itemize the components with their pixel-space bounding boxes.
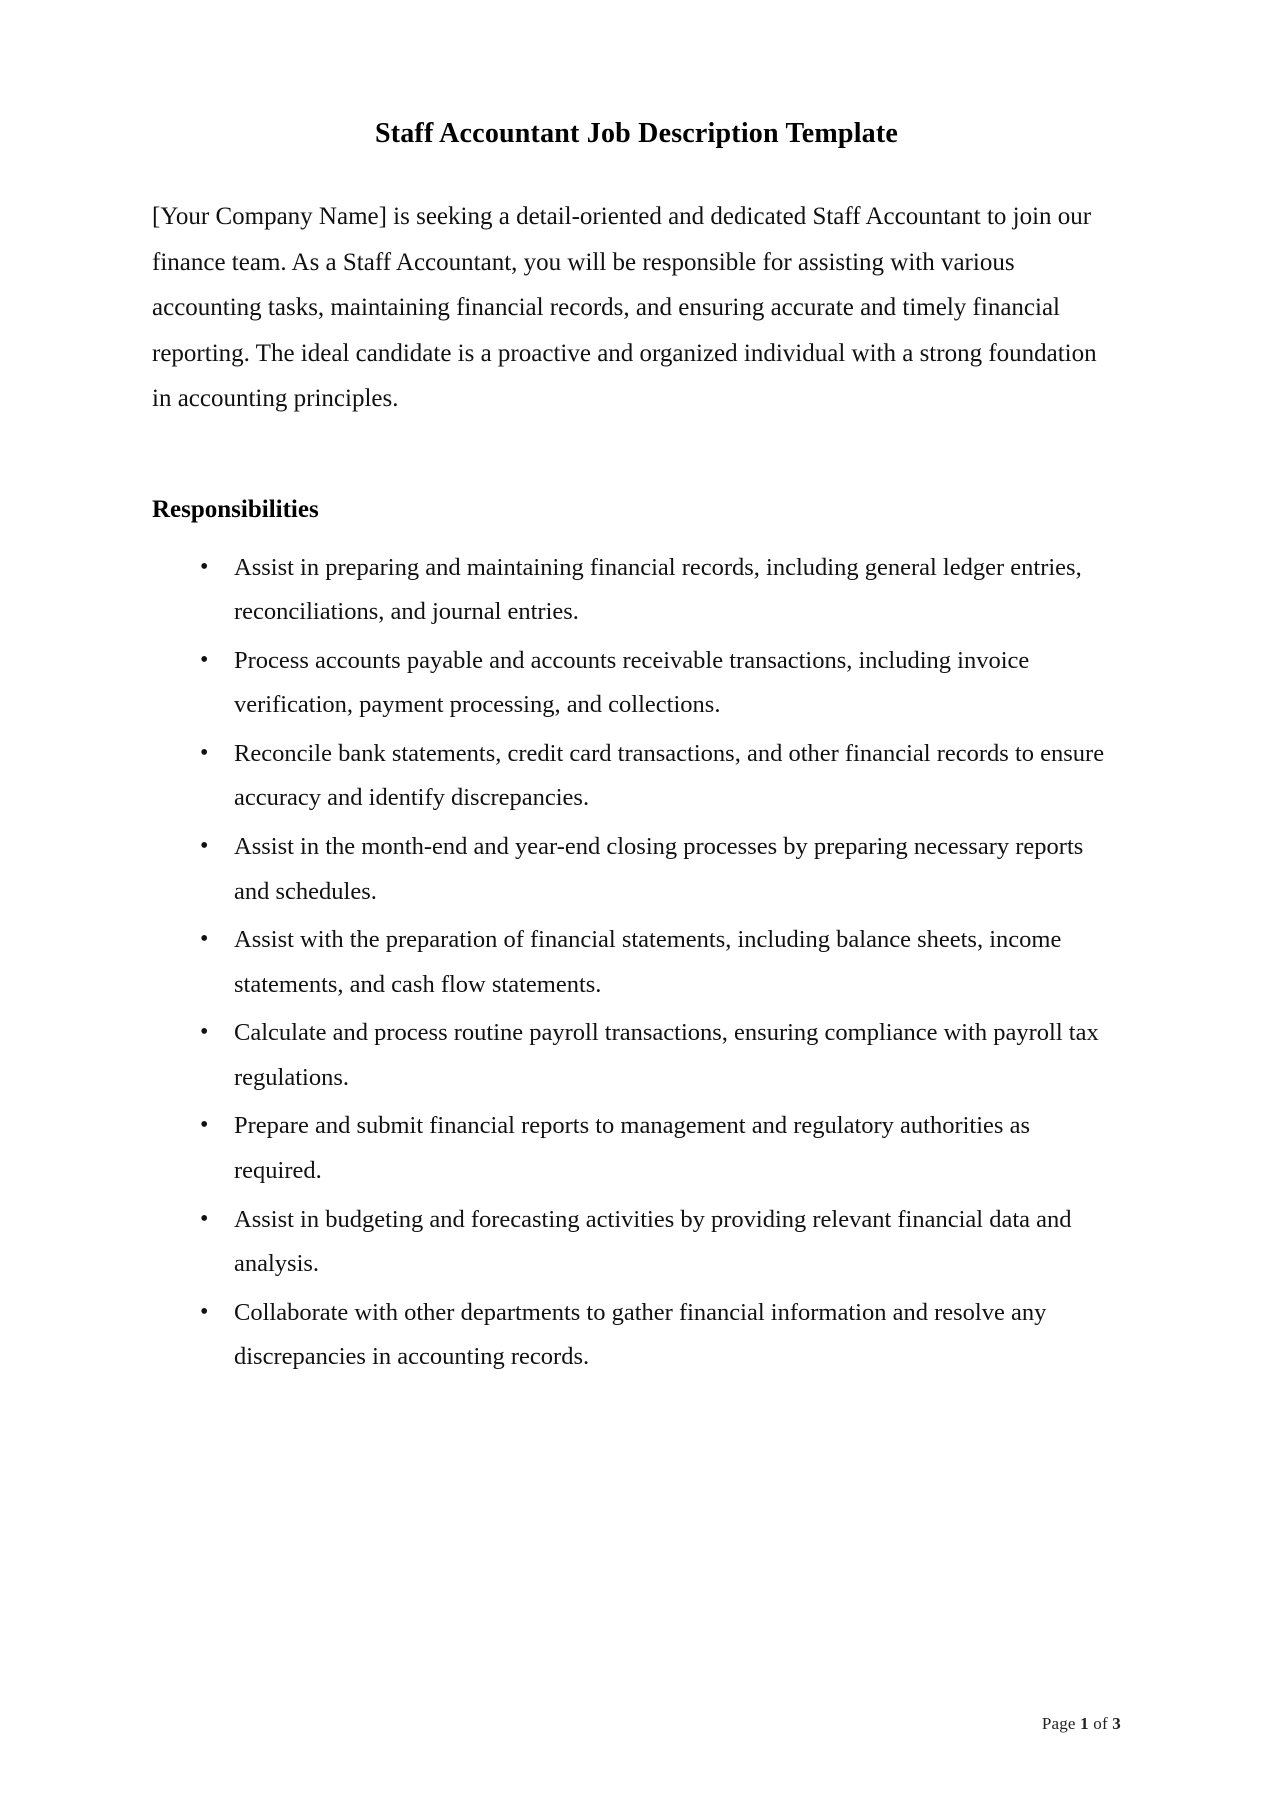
page-footer-current: 1 — [1080, 1714, 1089, 1733]
list-item: • Calculate and process routine payroll transactions, ensuring compliance with payroll tax regulations. — [192, 1011, 1121, 1100]
responsibilities-list — [152, 546, 1121, 1380]
list-item: • Prepare and submit financial reports to management and regulatory authorities as required. — [192, 1104, 1121, 1193]
page-title: Staff Accountant Job Description Template — [374, 118, 899, 149]
list-item: • Reconcile bank statements, credit card transactions, and other financial records to ensure accuracy and identify discrepancies. — [192, 732, 1121, 821]
page-footer-separator: of — [1093, 1714, 1108, 1733]
page-footer-total: 3 — [1112, 1714, 1121, 1733]
list-item: • Process accounts payable and accounts receivable transactions, including invoice verification, payment processing, and collections. — [192, 639, 1121, 728]
list-item: • Assist with the preparation of financial statements, including balance sheets, income statements, and cash flow statements. — [192, 918, 1121, 1007]
intro-paragraph: [Your Company Name] is seeking a detail-oriented and dedicated Staff Accountant to join our finance team. As a Staff Accountant, you will be responsible for assisting with various accounting tasks, maintaining financial records, and ensuring accurate and timely financial reporting. The ideal candidate is a proactive and organized individual with a strong foundation in accounting principles. — [152, 203, 1097, 412]
list-item: • Collaborate with other departments to gather financial information and resolve any discrepancies in accounting records. — [192, 1291, 1121, 1380]
list-item: • Assist in preparing and maintaining financial records, including general ledger entries, reconciliations, and journal entries. — [192, 546, 1121, 635]
section-heading-responsibilities: Responsibilities — [152, 495, 319, 523]
page-footer — [1042, 1714, 1121, 1734]
page-footer-prefix: Page — [1041, 1714, 1076, 1733]
list-item: • Assist in the month-end and year-end closing processes by preparing necessary reports and schedules. — [192, 825, 1121, 914]
list-item: • Assist in budgeting and forecasting activities by providing relevant financial data and analysis. — [192, 1198, 1121, 1287]
